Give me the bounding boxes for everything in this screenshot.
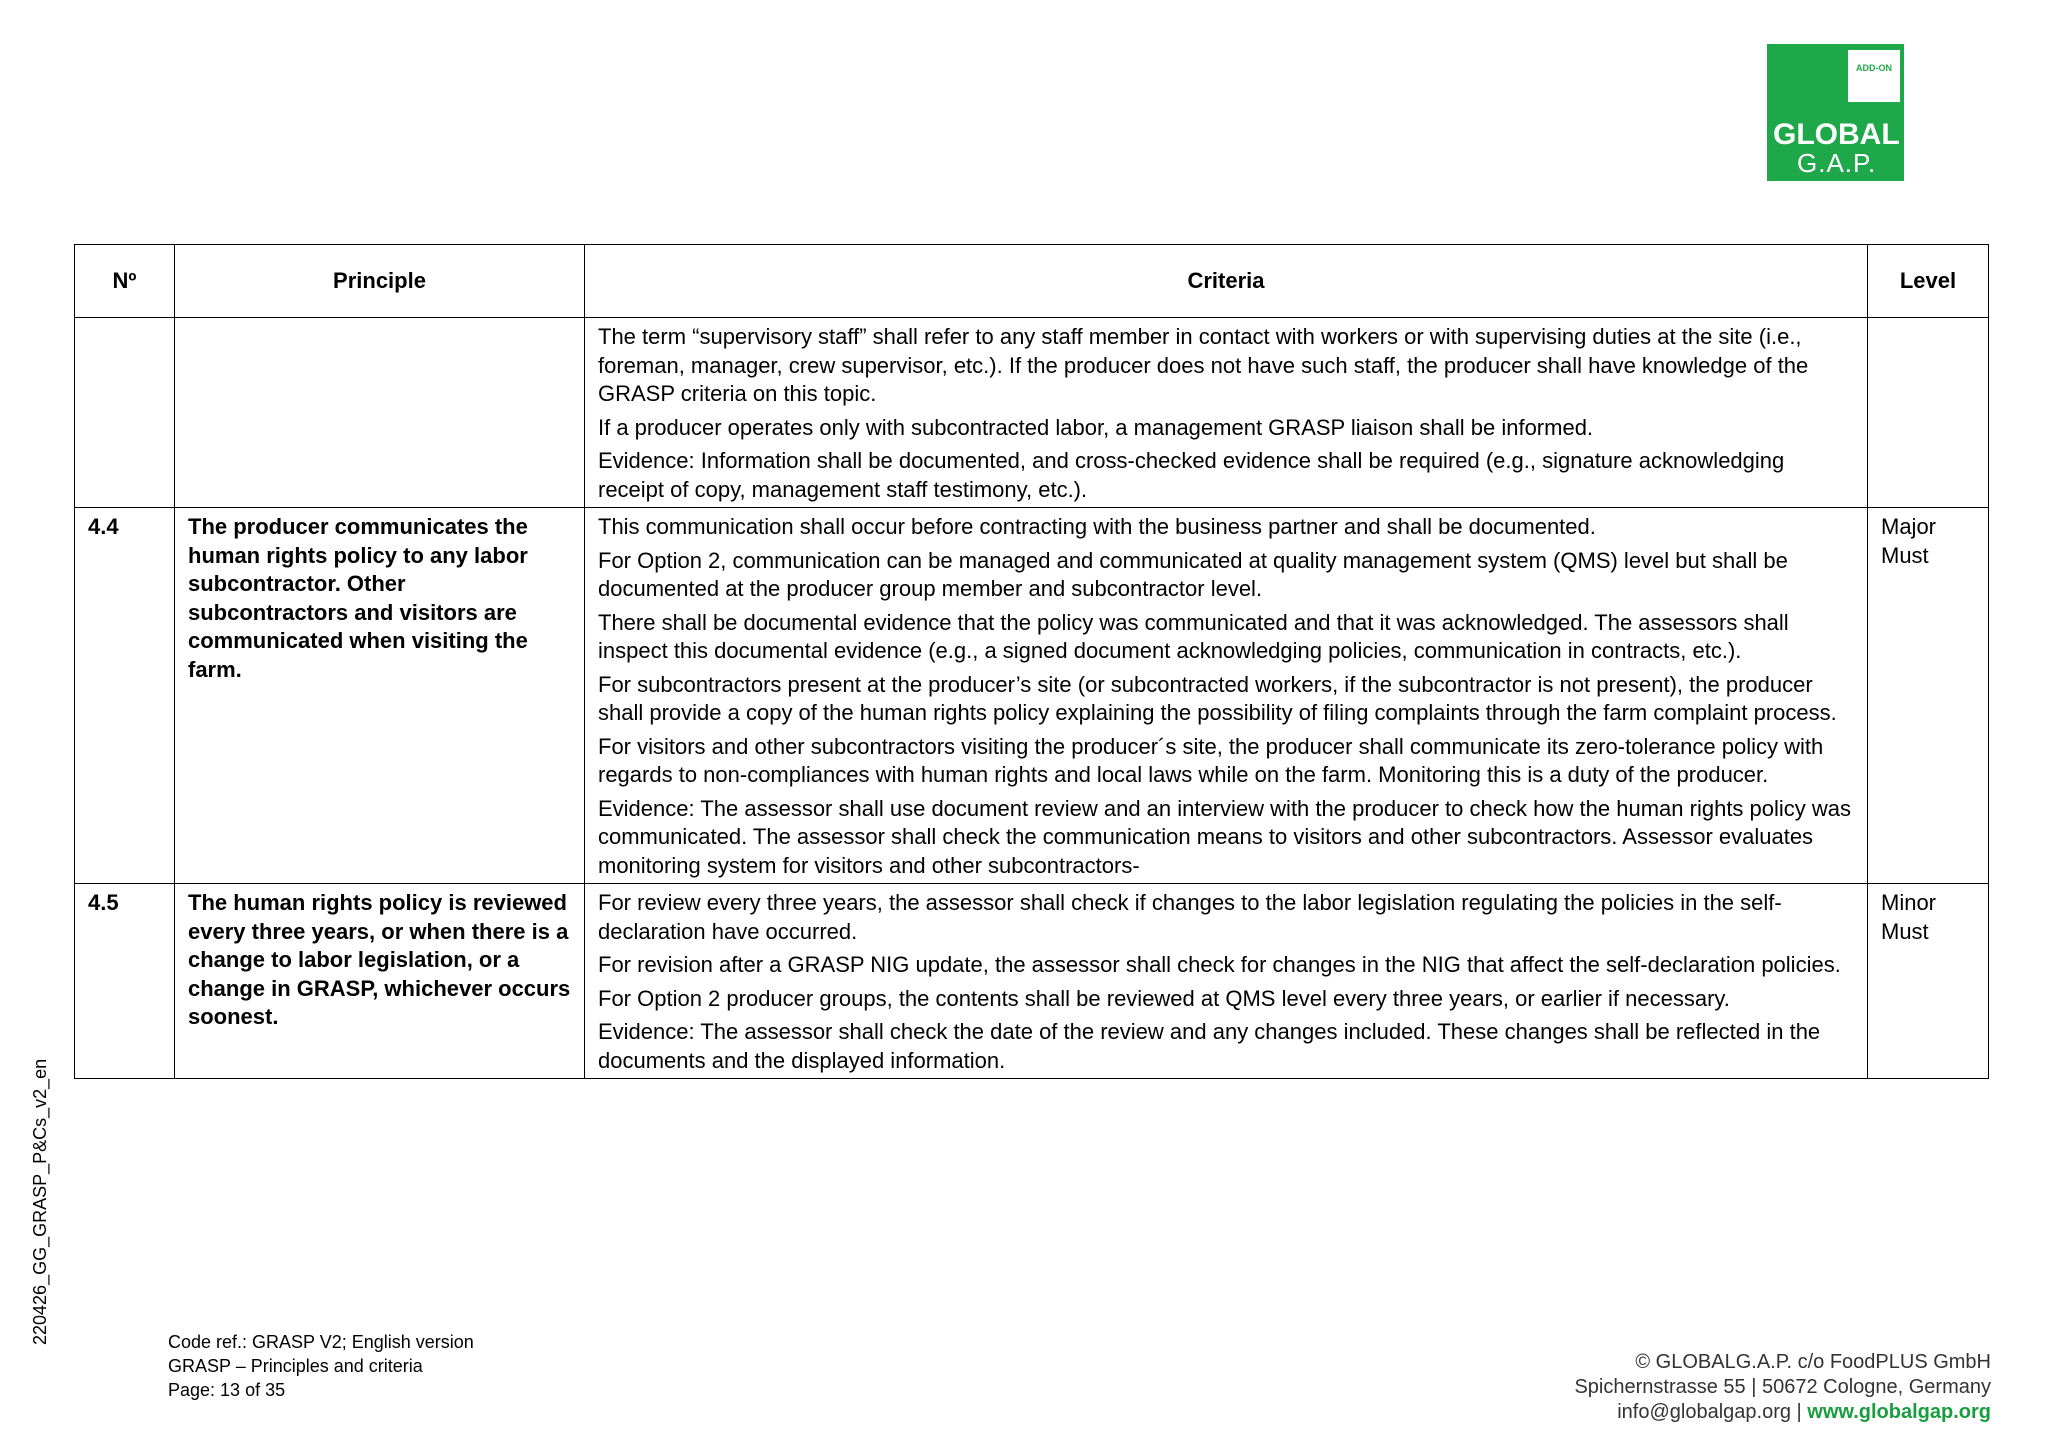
addon-badge: ADD-ON xyxy=(1848,50,1900,102)
row-principle: The human rights policy is reviewed every three years, or when there is a change to labor legislation, or a change in GRASP, whichever occurs soonest. xyxy=(175,884,585,1079)
criteria-paragraph: If a producer operates only with subcontracted labor, a management GRASP liaison shall be informed. xyxy=(598,414,1594,440)
header-no: Nº xyxy=(75,245,175,318)
globalgap-logo xyxy=(1767,44,1904,181)
criteria-paragraph: Evidence: The assessor shall check the date of the review and any changes included. These changes shall be reflected in the documents and the displayed information. xyxy=(598,1019,1821,1073)
footer-publisher xyxy=(1574,1350,1991,1425)
criteria-paragraph: For Option 2 producer groups, the contents shall be reviewed at QMS level every three years, or earlier if necessary. xyxy=(598,985,1730,1011)
table-header-row xyxy=(75,245,1989,318)
row-level: Major Must xyxy=(1868,508,1989,884)
footer-doc-title: GRASP – Principles and criteria xyxy=(168,1356,423,1376)
table-row xyxy=(75,318,1989,508)
criteria-paragraph: For visitors and other subcontractors visiting the producer´s site, the producer shall communicate its zero-tolerance policy with regards to non-compliances with human rights and local laws while on the farm. Monitoring this is a duty of the producer. xyxy=(598,733,1824,787)
row-principle xyxy=(175,318,585,508)
row-criteria xyxy=(585,508,1868,884)
criteria-paragraph: For subcontractors present at the producer’s site (or subcontracted workers, if the subcontractor is not present), the producer shall provide a copy of the human rights policy explaining the possibility of filing complaints through the farm complaint process. xyxy=(598,671,1837,725)
row-principle: The producer communicates the human rights policy to any labor subcontractor. Other subcontractors and visitors are communicated when visiting the farm. xyxy=(175,508,585,884)
header-principle: Principle xyxy=(175,245,585,318)
criteria-paragraph: There shall be documental evidence that the policy was communicated and that it was acknowledged. The assessors shall inspect this documental evidence (e.g., a signed document acknowledging policies, communication in contracts, etc.). xyxy=(598,609,1789,663)
footer-email[interactable]: info@globalgap.org xyxy=(1617,1401,1791,1423)
row-number: 4.4 xyxy=(75,508,175,884)
criteria-paragraph: For Option 2, communication can be managed and communicated at quality management system (QMS) level but shall be documented at the producer group member and subcontractor level. xyxy=(598,547,1788,601)
document-code-side-label: 220426_GG_GRASP_P&Cs_v2_en xyxy=(30,1058,50,1345)
criteria-paragraph: Evidence: The assessor shall use document review and an interview with the producer to check how the human rights policy was communicated. The assessor shall check the communication means to visitors and other subcontractors. Assessor evaluates monitoring system for visitors and other subcontractors- xyxy=(598,795,1852,878)
footer-copyright: © GLOBALG.A.P. c/o FoodPLUS GmbH xyxy=(1635,1351,1991,1373)
row-level: Minor Must xyxy=(1868,884,1989,1079)
row-level xyxy=(1868,318,1989,508)
footer-contact xyxy=(1574,1400,1991,1425)
row-criteria xyxy=(585,884,1868,1079)
logo-word-global: GLOBAL xyxy=(1773,118,1900,151)
footer-website-link[interactable]: www.globalgap.org xyxy=(1807,1401,1991,1423)
footer-document-info xyxy=(168,1330,474,1402)
footer-code-ref: Code ref.: GRASP V2; English version xyxy=(168,1332,474,1352)
row-number: 4.5 xyxy=(75,884,175,1079)
header-criteria: Criteria xyxy=(585,245,1868,318)
footer-address: Spichernstrasse 55 | 50672 Cologne, Germany xyxy=(1574,1376,1991,1398)
criteria-paragraph: For revision after a GRASP NIG update, the assessor shall check for changes in the NIG that affect the self-declaration policies. xyxy=(598,952,1841,977)
criteria-table xyxy=(74,244,1989,1079)
table-row xyxy=(75,508,1989,884)
criteria-paragraph: Evidence: Information shall be documented, and cross-checked evidence shall be required (e.g., signature acknowledging receipt of copy, management staff testimony, etc.). xyxy=(598,448,1785,502)
criteria-paragraph: This communication shall occur before contracting with the business partner and shall be documented. xyxy=(598,514,1596,539)
row-criteria xyxy=(585,318,1868,508)
logo-word-gap: G.A.P. xyxy=(1797,148,1877,178)
criteria-paragraph: For review every three years, the assessor shall check if changes to the labor legislation regulating the policies in the self-declaration have occurred. xyxy=(598,890,1782,944)
header-level: Level xyxy=(1868,245,1989,318)
criteria-paragraph: The term “supervisory staff” shall refer to any staff member in contact with workers or with supervising duties at the site (i.e., foreman, manager, crew supervisor, etc.). If the producer does not have such staff, the producer shall have knowledge of the GRASP criteria on this topic. xyxy=(598,324,1809,406)
footer-page-number: Page: 13 of 35 xyxy=(168,1380,286,1400)
table-row xyxy=(75,884,1989,1079)
plus-icon: + xyxy=(1849,82,1862,107)
row-number xyxy=(75,318,175,508)
footer-separator: | xyxy=(1790,1401,1808,1423)
